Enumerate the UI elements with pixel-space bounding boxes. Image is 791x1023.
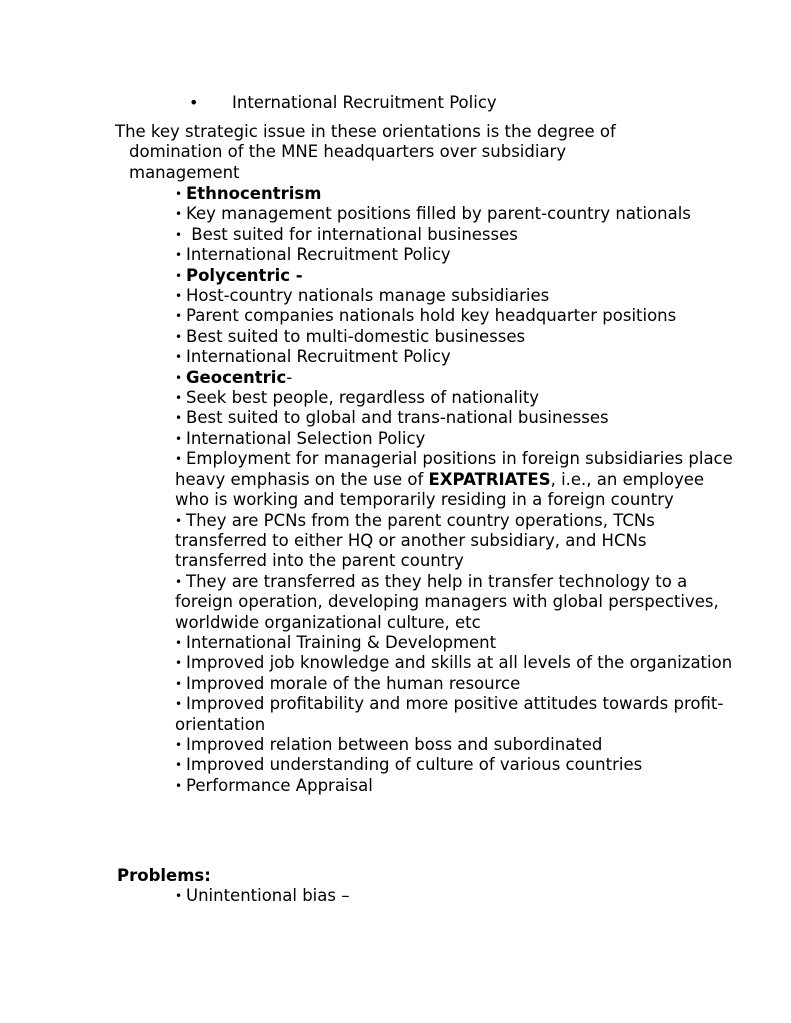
list-item-text: Best suited to multi-domestic businesses [186,326,526,346]
list-item-text: International Training & Development [186,632,497,652]
top-bullet-item [189,93,497,113]
list-item-expatriates [175,449,735,510]
bullet: • [175,309,183,324]
list-item-text: Performance Appraisal [186,775,373,795]
bullet: • [175,737,183,752]
bullet: • [175,207,183,222]
list-item [175,572,735,633]
list-item [175,429,735,449]
list-item [175,306,735,326]
list-item-text: Improved relation between boss and subordinated [186,734,603,754]
list-item-text: Employment for managerial positions in foreign subsidiaries place heavy emphasis on the use of [175,449,733,489]
list-item-text-cont: , i.e., an employee who is working and temporarily residing in a foreign country [175,469,705,510]
list-item [175,653,735,673]
bullet: • [175,329,183,344]
list-item-text: Host-country nationals manage subsidiaries [186,286,550,306]
list-item-text: Improved profitability and more positive attitudes towards profit-orientation [175,694,724,734]
list-item [175,286,735,306]
list-item-text: Improved morale of the human resource [186,673,521,693]
list-item-text: International Recruitment Policy [186,347,451,367]
list-item-text: Parent companies nationals hold key headquarter positions [186,306,677,326]
bullet: • [175,513,183,528]
intro-paragraph: The key strategic issue in these orientations is the degree of domination of the MNE headquarters over subsidiary management [115,122,616,182]
list-item-ethnocentrism [175,184,735,204]
bullet: • [175,268,183,283]
list-item-text: Improved understanding of culture of various countries [186,755,643,775]
list-item-text: Seek best people, regardless of nationality [186,388,540,408]
expatriates-term: EXPATRIATES [428,469,551,489]
list-item [175,633,735,653]
list-item [175,776,735,796]
list-item-text: Unintentional bias – [186,886,350,905]
list-item-polycentric [175,266,735,286]
list-item [175,225,735,245]
list-item [175,886,735,906]
bullet: • [175,431,183,446]
list-item [175,735,735,755]
bullet: • [175,248,183,263]
list-item [175,408,735,428]
heading-geocentric: Geocentric [186,367,287,387]
list-item-text: Key management positions filled by parent-country nationals [186,204,691,224]
list-item-text: International Recruitment Policy [186,245,451,265]
problems-heading: Problems: [117,866,211,885]
list-item-text: Best suited to global and trans-national businesses [186,408,609,428]
list-item-geocentric [175,368,735,388]
list-item-text: They are PCNs from the parent country operations, TCNs transferred to either HQ or another subsidiary, and HCNs transferred into the parent country [175,510,655,571]
list-item [175,674,735,694]
bullet: • [175,411,183,426]
bullet: • [175,778,183,793]
bullet: • [175,697,183,712]
bullet: • [175,656,183,671]
list-item [175,511,735,572]
list-item [175,347,735,367]
bullet: • [175,452,183,467]
list-item-text: Improved job knowledge and skills at all levels of the organization [186,653,733,673]
bullet: • [175,391,183,406]
list-item [175,694,735,735]
list-item [175,327,735,347]
bullet: • [175,350,183,365]
bullet: • [175,227,183,242]
list-item [175,245,735,265]
bullet: • [175,574,183,589]
top-item-text: International Recruitment Policy [232,93,497,112]
list-item-text: International Selection Policy [186,428,426,448]
list-item [175,388,735,408]
bullet: • [175,370,183,385]
bullet: • [189,93,199,112]
heading-ethnocentrism: Ethnocentrism [186,184,322,203]
bullet: • [175,635,183,650]
list-item [175,204,735,224]
list-item [175,755,735,775]
heading-dash: - [286,367,293,387]
intro-paragraph-block [115,122,675,183]
orientation-bullet-list [175,184,735,796]
bullet: • [175,289,183,304]
list-item-text: They are transferred as they help in transfer technology to a foreign operation, developing managers with global perspectives, worldwide organizational culture, etc [175,571,719,632]
problems-bullet-list [175,886,735,906]
bullet: • [175,889,183,903]
heading-polycentric: Polycentric - [186,265,303,285]
list-item-text: Best suited for international businesses [186,224,518,244]
bullet: • [175,676,183,691]
bullet: • [175,187,183,201]
bullet: • [175,758,183,773]
